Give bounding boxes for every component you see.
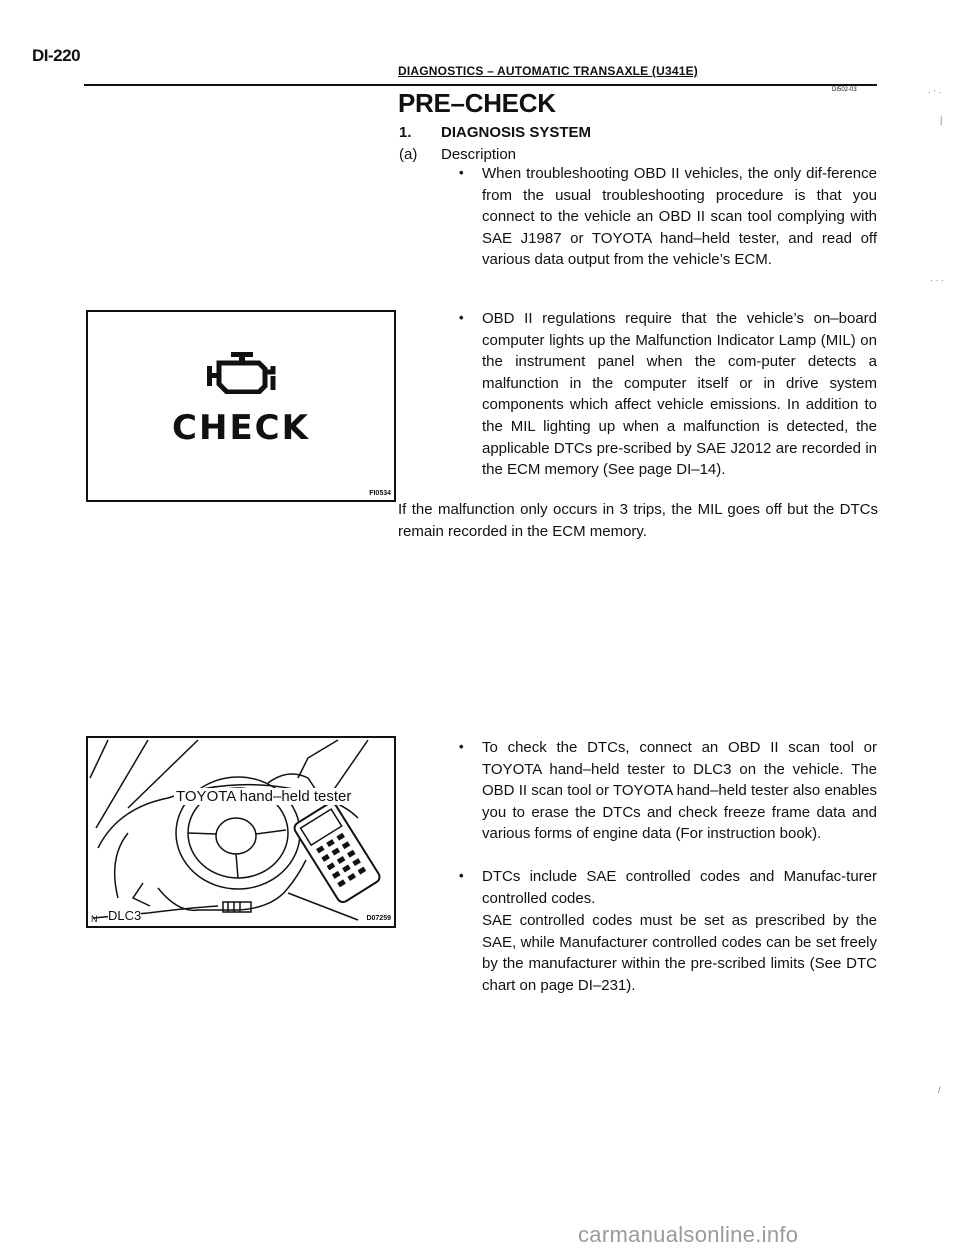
sub-letter: (a) bbox=[399, 146, 418, 163]
figure-check-engine bbox=[86, 310, 396, 502]
margin-mark: · · · bbox=[930, 275, 944, 285]
check-label: CHECK bbox=[172, 408, 310, 448]
figure-code: FI0534 bbox=[369, 490, 391, 497]
heading-number: 1. bbox=[399, 124, 412, 141]
bullet: • bbox=[459, 165, 464, 180]
figure-dashboard-scan-tool bbox=[86, 736, 396, 928]
bullet: • bbox=[459, 310, 464, 325]
margin-mark: . · . bbox=[928, 85, 941, 95]
heading-text: DIAGNOSIS SYSTEM bbox=[441, 124, 592, 141]
page-number: DI-220 bbox=[32, 46, 81, 65]
paragraph-mil-regulations: OBD II regulations require that the vehicle’s on–board computer lights up the Malfunction Indicator Lamp (MIL) on the instrument panel when the com-puter detects a malfunction in the computer itself or in drive system components which affect vehicle emissions. In addition to the MIL lighting up when a malfunction is detected, the applicable DTCs pre-scribed by SAE J2012 are recorded in the ECM memory (See page DI–14). bbox=[482, 310, 877, 479]
corner-label: N bbox=[91, 914, 98, 924]
watermark: carmanualsonline.info bbox=[578, 1222, 799, 1247]
dlc3-label: DLC3 bbox=[108, 908, 142, 923]
section-title: PRE–CHECK bbox=[398, 88, 556, 118]
check-engine-icon bbox=[205, 350, 279, 394]
dashboard-scan-tool-illustration bbox=[88, 738, 394, 926]
header-rule bbox=[84, 84, 877, 86]
sub-text: Description bbox=[441, 146, 517, 163]
paragraph-obd-scan-tool: When troubleshooting OBD II vehicles, the only dif-ference from the usual troubleshooting procedure is that you connect to the vehicle an OBD II scan tool complying with SAE J1987 or TOYOTA hand–held tester, and read off various data output from the vehicle’s ECM. bbox=[482, 165, 877, 269]
margin-mark: | bbox=[940, 115, 943, 125]
tester-label: TOYOTA hand–held tester bbox=[176, 788, 352, 805]
paragraph-malfunction-trips: If the malfunction only occurs in 3 trips, the MIL goes off but the DTCs remain recorded in the ECM memory. bbox=[398, 501, 878, 540]
margin-mark: / bbox=[938, 1085, 941, 1095]
paragraph-sae-codes: SAE controlled codes must be set as prescribed by the SAE, while Manufacturer controlled codes can be set freely by the manufacturer within the pre-scribed limits (See DTC chart on page DI–231). bbox=[482, 912, 877, 994]
header-title: DIAGNOSTICS – AUTOMATIC TRANSAXLE (U341E) bbox=[398, 64, 699, 78]
paragraph-dtc-types: DTCs include SAE controlled codes and Manufac-turer controlled codes. bbox=[482, 868, 877, 907]
figure-code: D07259 bbox=[366, 915, 391, 922]
bullet: • bbox=[459, 868, 464, 883]
section-code: DI502-03 bbox=[832, 87, 857, 93]
bullet: • bbox=[459, 739, 464, 754]
paragraph-check-dtcs: To check the DTCs, connect an OBD II scan tool or TOYOTA hand–held tester to DLC3 on the vehicle. The OBD II scan tool or TOYOTA hand–held tester also enables you to erase the DTCs and check freeze frame data and various forms of engine data (For instruction book). bbox=[482, 739, 877, 843]
